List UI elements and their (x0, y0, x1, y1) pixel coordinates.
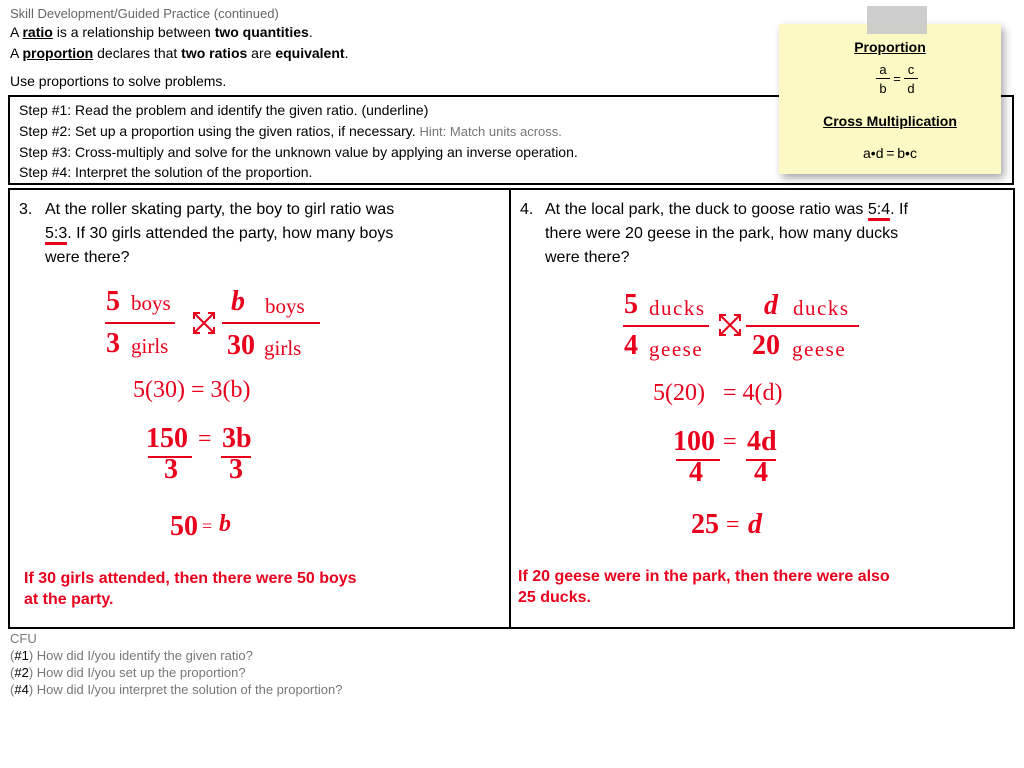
p4-numerator-1: 5 (624, 289, 638, 320)
p4-unit-geese-2: geese (792, 337, 847, 361)
problem-3-number: 3. (19, 201, 33, 218)
problem-4-ratio: 5:4 (868, 201, 890, 221)
step-2-hint: Hint: Match units across. (419, 124, 562, 139)
equals-sign: = (893, 71, 901, 86)
p3-fraction-bar-2 (222, 322, 320, 324)
p3-numerator-2: b (231, 286, 245, 317)
step-1: Step #1: Read the problem and identify the given ratio. (underline) (19, 102, 429, 118)
p3-product-right: 3b (222, 423, 252, 454)
step-3: Step #3: Cross-multiply and solve for the unknown value by applying an inverse operation. (19, 144, 578, 160)
lesson-subtitle: Skill Development/Guided Practice (continued) (10, 6, 279, 21)
var-d: d (907, 81, 915, 96)
cross-multiplication-title: Cross Multiplication (823, 113, 957, 129)
cfu-question-2: (#2) How did I/you set up the proportion? (10, 665, 246, 680)
step-4: Step #4: Interpret the solution of the proportion. (19, 164, 313, 180)
var-b: b (879, 81, 887, 96)
p4-unit-ducks-2: ducks (793, 296, 850, 320)
p3-unit-girls-2: girls (264, 336, 302, 360)
problem-3-ratio: 5:3 (45, 225, 67, 245)
p3-unit-girls-1: girls (131, 334, 169, 358)
sticky-note (779, 24, 1001, 174)
p3-fraction-bar-1 (105, 322, 175, 324)
p4-answer-equals: = (726, 512, 740, 538)
p4-fraction-bar-1 (623, 325, 709, 327)
p4-cross-product: 5(20) = 4(d) (653, 380, 783, 406)
cfu-question-1: (#1) How did I/you identify the given ratio? (10, 648, 253, 663)
problem-3-text: At the roller skating party, the boy to girl ratio was 5:3. If 30 girls attended the party, how many boys were there? (45, 201, 395, 266)
p3-conclusion: If 30 girls attended, then there were 50 boys at the party. (24, 570, 357, 608)
frac-bar-cd (904, 78, 918, 79)
p4-conclusion: If 20 geese were in the park, then there were also 25 ducks. (518, 568, 890, 606)
p4-numerator-2: d (764, 290, 778, 321)
p3-cross-product: 5(30) = 3(b) (133, 377, 251, 403)
p3-answer-equals: = (202, 516, 213, 536)
p4-divisor-left: 4 (689, 457, 703, 488)
proportion-definition: A proportion declares that two ratios are equivalent. (10, 45, 349, 61)
ratio-definition: A ratio is a relationship between two quantities. (10, 24, 313, 40)
var-c: c (907, 62, 915, 77)
p4-answer-var: d (748, 509, 762, 540)
p3-unit-boys-1: boys (131, 291, 171, 315)
objective-text: Use proportions to solve problems. (10, 73, 227, 89)
p4-equals: = (723, 429, 737, 455)
cross-formula: a•d = b•c (863, 145, 917, 161)
p3-cross-multiply-icon (191, 310, 217, 336)
p3-answer-var: b (219, 511, 231, 537)
p4-cross-multiply-icon (717, 312, 743, 338)
tape-strip (867, 6, 927, 34)
p4-unit-geese-1: geese (649, 337, 704, 361)
p4-answer-value: 25 (691, 509, 719, 540)
step-2: Step #2: Set up a proportion using the given ratios, if necessary. Hint: Match units across. (19, 123, 562, 139)
p3-equals: = (198, 426, 212, 452)
var-a: a (879, 62, 887, 77)
frac-bar-ab (876, 78, 890, 79)
cfu-title: CFU (10, 631, 37, 646)
p4-product-left: 100 (673, 426, 715, 457)
p4-fraction-bar-2 (746, 325, 859, 327)
p3-numerator-1: 5 (106, 286, 120, 317)
p3-divisor-right: 3 (229, 454, 243, 485)
p3-divisor-left: 3 (164, 454, 178, 485)
p4-unit-ducks-1: ducks (649, 296, 706, 320)
p4-denominator-2: 20 (752, 330, 780, 361)
p3-denominator-1: 3 (106, 328, 120, 359)
p4-denominator-1: 4 (624, 330, 638, 361)
p4-product-right: 4d (747, 426, 777, 457)
problem-4-text: At the local park, the duck to goose ratio was 5:4. If there were 20 geese in the park, how many ducks were there? (545, 201, 908, 266)
p3-answer-value: 50 (170, 511, 198, 542)
proportion-title: Proportion (854, 39, 926, 55)
column-divider (509, 188, 511, 629)
cfu-question-4: (#4) How did I/you interpret the solution of the proportion? (10, 682, 343, 697)
p3-product-left: 150 (146, 423, 188, 454)
p3-unit-boys-2: boys (265, 294, 305, 318)
problem-4-number: 4. (520, 201, 534, 218)
p3-denominator-2: 30 (227, 330, 255, 361)
p4-divisor-right: 4 (754, 457, 768, 488)
